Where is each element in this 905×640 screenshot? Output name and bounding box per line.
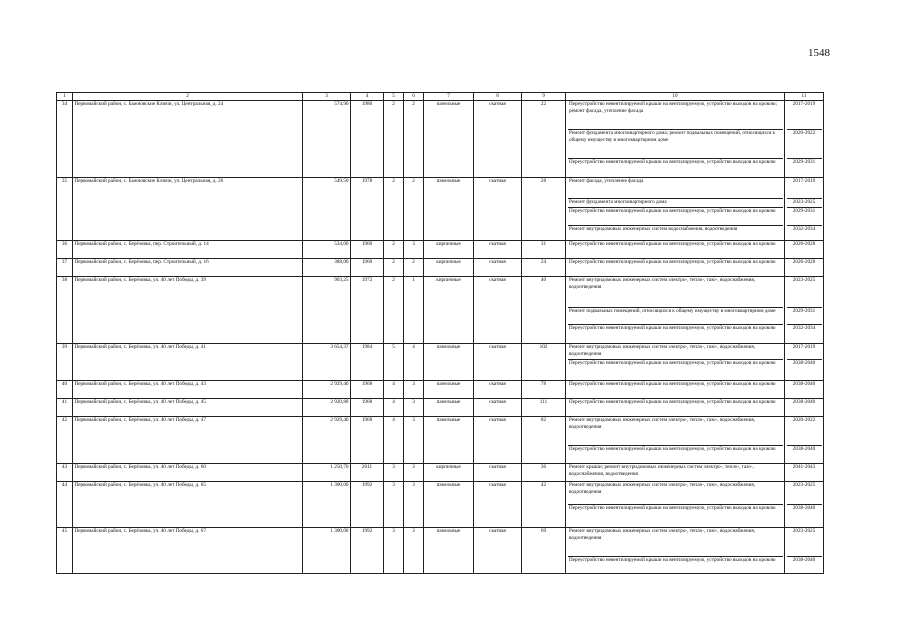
floors-cell: 3 (384, 482, 404, 528)
work-period: 2023-2025 (787, 198, 822, 207)
row-number: 39 (57, 344, 73, 381)
wall-material-cell: панельные (424, 344, 474, 381)
area-cell: 574,90 (303, 101, 351, 178)
entrances-cell: 3 (404, 381, 424, 399)
floors-cell: 2 (384, 241, 404, 259)
roof-type-cell: скатная (474, 101, 522, 178)
year-cell: 1960 (351, 259, 384, 277)
work-period: 2017-2019 (792, 101, 816, 108)
wall-material-cell: панельные (424, 399, 474, 417)
address-cell: Первомайский район, с. Берёзовка, ул. 40 лет Победы, д. 39 (73, 277, 303, 344)
roof-type-cell: скатная (474, 381, 522, 399)
entrances-cell: 3 (404, 241, 424, 259)
work-description: Ремонт фасада, утепление фасада (569, 178, 644, 185)
entrances-cell: 2 (404, 101, 424, 178)
address-cell: Первомайский район, с. Берёзовка, пер. Строительный, д. 16 (73, 259, 303, 277)
table-row (57, 178, 824, 241)
period-cell (785, 241, 824, 259)
floors-cell: 2 (384, 259, 404, 277)
period-cell (785, 259, 824, 277)
work-period: 2020-2022 (792, 417, 816, 424)
period-cell (785, 381, 824, 399)
works-cell (566, 241, 785, 259)
wall-material-cell: панельные (424, 178, 474, 241)
table-row (57, 381, 824, 399)
table-body (57, 93, 824, 574)
address-cell: Первомайский район, с. Бажновские Ключи, ул. Центральная, д. 24 (73, 101, 303, 178)
work-period: 2032-2034 (787, 225, 822, 240)
wall-material-cell: панельные (424, 528, 474, 574)
residents-cell: 31 (522, 241, 566, 259)
entrances-cell: 2 (404, 178, 424, 241)
residents-cell: 36 (522, 464, 566, 482)
work-description: Ремонт внутридомовых инженерных систем электро-, тепло-, газо-, водоснабжения, водоотведения (569, 528, 756, 542)
year-cell: 2011 (351, 464, 384, 482)
year-cell: 1960 (351, 241, 384, 259)
row-number: 36 (57, 241, 73, 259)
row-number: 41 (57, 399, 73, 417)
wall-material-cell: панельные (424, 101, 474, 178)
residents-cell: 102 (522, 344, 566, 381)
floors-cell: 4 (384, 417, 404, 464)
column-header-11: 11 (785, 93, 824, 101)
work-description: Переустройство невентилируемой крыши на вентилируемую, устройство выходов на кровлю (569, 381, 776, 388)
column-header-3: 3 (303, 93, 351, 101)
works-cell (566, 464, 785, 482)
row-number: 38 (57, 277, 73, 344)
address-cell: Первомайский район, с. Берёзовка, ул. 40 лет Победы, д. 43 (73, 381, 303, 399)
address-cell: Первомайский район, с. Берёзовка, ул. 40 лет Победы, д. 41 (73, 344, 303, 381)
column-header-2: 2 (73, 93, 303, 101)
area-cell: 3 654,37 (303, 344, 351, 381)
residents-cell: 42 (522, 482, 566, 528)
housing-repair-table (56, 92, 824, 574)
residents-cell: 24 (522, 259, 566, 277)
address-cell: Первомайский район, с. Бажновские Ключи, ул. Центральная, д. 26 (73, 178, 303, 241)
work-period: 2023-2025 (792, 482, 816, 489)
work-description: Переустройство невентилируемой крыши на вентилируемую, устройство выходов на кровлю (569, 399, 776, 406)
column-header-7: 7 (424, 93, 474, 101)
work-description: Переустройство невентилируемой крыши на вентилируемую, устройство выходов на кровлю (568, 445, 783, 463)
residents-cell: 22 (522, 101, 566, 178)
table-row (57, 464, 824, 482)
wall-material-cell: кирпичные (424, 259, 474, 277)
roof-type-cell: скатная (474, 399, 522, 417)
work-period: 2038-2040 (792, 381, 816, 388)
period-cell (785, 399, 824, 417)
wall-material-cell: панельные (424, 482, 474, 528)
roof-type-cell: скатная (474, 277, 522, 344)
table-row (57, 241, 824, 259)
table-row (57, 101, 824, 178)
year-cell: 1978 (351, 178, 384, 241)
row-number: 44 (57, 482, 73, 528)
work-description: Ремонт внутридомовых инженерных систем электро-, тепло-, газо-, водоснабжения, водоотведения (569, 482, 756, 496)
area-cell: 2 929,40 (303, 381, 351, 399)
floors-cell: 2 (384, 277, 404, 344)
floors-cell: 4 (384, 381, 404, 399)
work-period: 2032-2034 (787, 324, 822, 343)
work-description: Ремонт внутридомовых инженерных систем электро-, тепло-, газо-, водоснабжения, водоотведения (569, 344, 756, 358)
work-description: Переустройство невентилируемой крыши на вентилируемую, устройство выходов на кровлю (568, 207, 783, 225)
roof-type-cell: скатная (474, 344, 522, 381)
period-cell (785, 277, 824, 344)
work-description: Переустройство невентилируемой крыши на вентилируемую, устройство выходов на кровлю (568, 556, 783, 573)
period-cell (785, 464, 824, 482)
entrances-cell: 3 (404, 417, 424, 464)
table-row (57, 528, 824, 574)
year-cell: 1968 (351, 417, 384, 464)
work-description: Переустройство невентилируемой крыши на вентилируемую, устройство выходов на кровлю; ремонт фасада, утепление фасада (569, 101, 777, 115)
roof-type-cell: скатная (474, 482, 522, 528)
work-description: Ремонт фундамента многоквартирного дома (568, 198, 783, 207)
works-cell (566, 417, 785, 464)
residents-cell: 111 (522, 399, 566, 417)
wall-material-cell: кирпичные (424, 464, 474, 482)
roof-type-cell: скатная (474, 178, 522, 241)
roof-type-cell: скатная (474, 241, 522, 259)
area-cell: 903,25 (303, 277, 351, 344)
roof-type-cell: скатная (474, 259, 522, 277)
page-number: 1548 (808, 47, 830, 59)
period-cell (785, 178, 824, 241)
work-description: Ремонт внутридомовых инженерных систем электро-, тепло-, газо-, водоснабжения, водоотведения (569, 417, 756, 431)
work-period: 2029-2031 (787, 158, 822, 177)
roof-type-cell: скатная (474, 528, 522, 574)
residents-cell: 28 (522, 178, 566, 241)
period-cell (785, 344, 824, 381)
work-description: Ремонт внутридомовых инженерных систем электро-, тепло-, газо-, водоснабжения, водоотведения (569, 277, 756, 291)
work-description: Переустройство невентилируемой крыши на вентилируемую, устройство выходов на кровлю (569, 259, 776, 266)
entrances-cell: 3 (404, 399, 424, 417)
year-cell: 1992 (351, 528, 384, 574)
entrances-cell: 4 (404, 344, 424, 381)
roof-type-cell: скатная (474, 464, 522, 482)
row-number: 37 (57, 259, 73, 277)
works-cell (566, 381, 785, 399)
area-cell: 388,00 (303, 259, 351, 277)
row-number: 45 (57, 528, 73, 574)
period-cell (785, 101, 824, 178)
work-description: Переустройство невентилируемой крыши на вентилируемую, устройство выходов на кровлю (568, 158, 783, 177)
residents-cell: 40 (522, 277, 566, 344)
work-period: 2029-2031 (787, 307, 822, 324)
work-period: 2026-2028 (792, 241, 816, 248)
address-cell: Первомайский район, с. Берёзовка, пер. Строительный, д. 14 (73, 241, 303, 259)
work-period: 2038-2040 (787, 445, 822, 463)
column-header-10: 10 (566, 93, 785, 101)
work-period: 2038-2040 (787, 504, 822, 527)
area-cell: 1 300,00 (303, 528, 351, 574)
area-cell: 1 250,70 (303, 464, 351, 482)
column-header-4: 4 (351, 93, 384, 101)
column-header-9: 9 (522, 93, 566, 101)
entrances-cell: 3 (404, 482, 424, 528)
entrances-cell: 3 (404, 528, 424, 574)
address-cell: Первомайский район, с. Берёзовка, ул. 40 лет Победы, д. 45 (73, 399, 303, 417)
year-cell: 1968 (351, 399, 384, 417)
floors-cell: 3 (384, 464, 404, 482)
work-period: 2038-2040 (787, 359, 822, 380)
year-cell: 1968 (351, 381, 384, 399)
table-row (57, 277, 824, 344)
work-description: Переустройство невентилируемой крыши на вентилируемую, устройство выходов на кровлю (568, 359, 783, 380)
wall-material-cell: панельные (424, 381, 474, 399)
address-cell: Первомайский район, с. Берёзовка, ул. 40 лет Победы, д. 65 (73, 482, 303, 528)
row-number: 34 (57, 101, 73, 178)
work-period: 2017-2019 (792, 344, 816, 351)
row-number: 35 (57, 178, 73, 241)
work-period: 2023-2025 (792, 277, 816, 284)
wall-material-cell: панельные (424, 417, 474, 464)
floors-cell: 2 (384, 178, 404, 241)
work-period: 2038-2040 (787, 556, 822, 573)
residents-cell: 78 (522, 381, 566, 399)
address-cell: Первомайский район, с. Берёзовка, ул. 40 лет Победы, д. 60 (73, 464, 303, 482)
table-row (57, 344, 824, 381)
area-cell: 2 929,40 (303, 417, 351, 464)
work-description: Переустройство невентилируемой крыши на вентилируемую, устройство выходов на кровлю (568, 504, 783, 527)
residents-cell: 82 (522, 417, 566, 464)
entrances-cell: 2 (404, 259, 424, 277)
address-cell: Первомайский район, с. Берёзовка, ул. 40 лет Победы, д. 47 (73, 417, 303, 464)
area-cell: 549,50 (303, 178, 351, 241)
work-description: Ремонт фундамента многоквартирного дома; ремонт подвальных помещений, относящихся к общему имуществу в многоквартирном доме (568, 129, 783, 158)
year-cell: 1992 (351, 482, 384, 528)
works-cell (566, 482, 785, 528)
work-period: 2041-2043 (792, 464, 816, 471)
year-cell: 1984 (351, 344, 384, 381)
period-cell (785, 528, 824, 574)
work-period: 2017-2019 (792, 178, 816, 185)
residents-cell: 69 (522, 528, 566, 574)
period-cell (785, 417, 824, 464)
table-row (57, 482, 824, 528)
work-period: 2023-2025 (792, 528, 816, 535)
works-cell (566, 277, 785, 344)
period-cell (785, 482, 824, 528)
work-period: 2020-2022 (787, 129, 822, 158)
works-cell (566, 399, 785, 417)
column-header-6: 6 (404, 93, 424, 101)
work-period: 2026-2028 (792, 259, 816, 266)
column-header-8: 8 (474, 93, 522, 101)
year-cell: 1980 (351, 101, 384, 178)
work-description: Переустройство невентилируемой крыши на вентилируемую, устройство выходов на кровлю (569, 241, 776, 248)
floors-cell: 2 (384, 101, 404, 178)
work-description: Ремонт крыши; ремонт внутридомовых инженерных систем электро-, тепло-, газо-, водоснабжения, водоотведения (569, 464, 754, 478)
column-header-1: 1 (57, 93, 73, 101)
works-cell (566, 344, 785, 381)
wall-material-cell: кирпичные (424, 277, 474, 344)
entrances-cell: 3 (404, 464, 424, 482)
wall-material-cell: кирпичные (424, 241, 474, 259)
row-number: 42 (57, 417, 73, 464)
row-number: 40 (57, 381, 73, 399)
entrances-cell: 1 (404, 277, 424, 344)
works-cell (566, 528, 785, 574)
works-cell (566, 178, 785, 241)
roof-type-cell: скатная (474, 417, 522, 464)
floors-cell: 4 (384, 399, 404, 417)
column-number-row (57, 93, 824, 101)
table-row (57, 259, 824, 277)
work-description: Ремонт внутридомовых инженерных систем водоснабжения, водоотведения (568, 225, 783, 240)
address-cell: Первомайский район, с. Берёзовка, ул. 40 лет Победы, д. 67 (73, 528, 303, 574)
year-cell: 1972 (351, 277, 384, 344)
column-header-5: 5 (384, 93, 404, 101)
work-description: Переустройство невентилируемой крыши на вентилируемую, устройство выходов на кровлю (568, 324, 783, 343)
area-cell: 534,00 (303, 241, 351, 259)
works-cell (566, 101, 785, 178)
floors-cell: 5 (384, 344, 404, 381)
work-period: 2029-2031 (787, 207, 822, 225)
work-description: Ремонт подвальных помещений, относящихся к общему имуществу в многоквартирном доме (568, 307, 783, 324)
row-number: 43 (57, 464, 73, 482)
area-cell: 1 300,00 (303, 482, 351, 528)
table-row (57, 399, 824, 417)
table-row (57, 417, 824, 464)
area-cell: 2 920,80 (303, 399, 351, 417)
floors-cell: 3 (384, 528, 404, 574)
works-cell (566, 259, 785, 277)
work-period: 2038-2040 (792, 399, 816, 406)
